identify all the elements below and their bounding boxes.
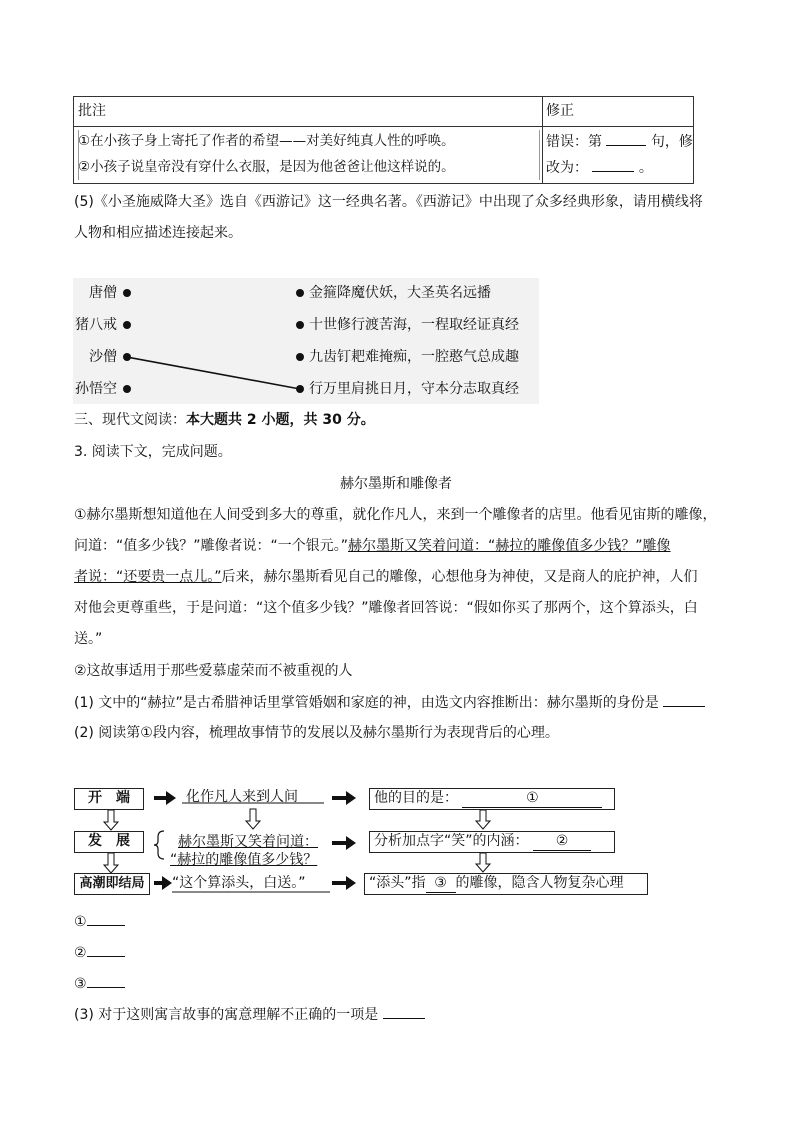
answer-1: ① (74, 911, 125, 932)
passage-p1-line-2: 问道：“值多少钱？”雕像者说：“一个银元。”赫尔墨斯又笑着问道：“赫拉的雕像值多少钱？”雕像 (74, 538, 671, 554)
arrow-right-3b (332, 876, 356, 890)
annotation-item-1: ①在小孩子身上寄托了作者的希望——对美好纯真人性的呼唤。 (78, 133, 455, 149)
passage-p1-line-1: ①赫尔墨斯想知道他在人间受到多大的尊重，就化作凡人，来到一个雕像者的店里。他看见宙斯的雕像， (74, 507, 717, 523)
plot-flow-diagram (74, 785, 654, 897)
passage-p1-line-4: 对他会更尊重些，于是问道：“这个值多少钱？”雕像者回答说：“假如你买了那两个，这个算添头，白 (74, 600, 698, 616)
underlined-question: 赫尔墨斯又笑着问道：“赫拉的雕像值多少钱？”雕像 (348, 538, 671, 554)
description-3: 九齿钉耙难掩痴，一腔憨气总成趣 (309, 349, 519, 365)
person-tangseng: 唐僧 (89, 285, 117, 301)
event-disguise: 化作凡人来到人间 (186, 789, 298, 805)
question-3-prompt: 3. 阅读下文，完成问题。 (74, 444, 232, 460)
person-shaseng: 沙僧 (89, 349, 117, 365)
answer-1-blank[interactable] (87, 911, 125, 926)
event-question-line-2: “赫拉的雕像值多少钱？ (170, 852, 318, 868)
arrow-down-left-2 (104, 853, 118, 873)
table-divider (74, 126, 693, 127)
table-header-correction: 修正 (546, 103, 574, 119)
stage-climax: 高潮即结局 (74, 873, 150, 895)
dot-desc-2 (296, 321, 304, 329)
question-5-line-2: 人物和相应描述连接起来。 (74, 225, 242, 241)
arrow-down-left-1 (104, 810, 118, 830)
answer-2-blank[interactable] (87, 942, 125, 957)
arrow-right-1a (154, 791, 176, 805)
dot-tangseng (123, 289, 131, 297)
answer-3-blank[interactable] (87, 973, 125, 988)
event-freebie: “这个算添头，白送。” (172, 875, 306, 891)
revision-blank[interactable] (592, 157, 634, 172)
brace (154, 831, 164, 859)
dot-zhubajie (123, 321, 131, 329)
correction-sentence-number: 错误：第 句，修 (546, 131, 693, 152)
person-sunwukong: 孙悟空 (75, 381, 117, 397)
result-freebie-meaning: “添头”指 ③ 的雕像，隐含人物复杂心理 (364, 873, 648, 895)
correction-revision: 改为： 。 (546, 157, 653, 178)
person-zhubajie: 猪八戒 (75, 317, 117, 333)
subquestion-2: (2) 阅读第①段内容，梳理故事情节的发展以及赫尔墨斯行为表现背后的心理。 (74, 725, 559, 741)
stage-development: 发 展 (74, 831, 144, 853)
question-5-line-1: (5)《小圣施威降大圣》选自《西游记》这一经典名著。《西游记》中出现了众多经典形象，请用横线将 (74, 194, 703, 210)
identity-answer-blank[interactable] (663, 692, 705, 707)
dot-desc-3 (296, 353, 304, 361)
arrow-down-right-2 (476, 853, 490, 872)
subquestion-3: (3) 对于这则寓言故事的寓意理解不正确的一项是 (74, 1004, 425, 1025)
event-question-line-1: 赫尔墨斯又笑着问道： (178, 834, 318, 850)
purpose-blank-1[interactable]: ① (462, 789, 602, 808)
passage-p2: ②这故事适用于那些爱慕虚荣而不被重视的人 (74, 663, 353, 679)
section-3-heading: 三、现代文阅读：本大题共 2 小题，共 30 分。 (74, 412, 375, 428)
arrow-right-1b (332, 791, 356, 805)
underlined-answer: 者说：“还要贵一点儿。” (74, 569, 222, 585)
description-2: 十世修行渡苦海，一程取经证真经 (309, 317, 519, 333)
passage-p1-line-3: 者说：“还要贵一点儿。”后来，赫尔墨斯看见自己的雕像，心想他身为神使，又是商人的庇护神，人们 (74, 569, 698, 585)
annotation-table (73, 96, 694, 184)
arrow-right-3a (154, 876, 172, 890)
result-purpose: 他的目的是： ① (369, 788, 615, 810)
arrow-down-mid (246, 809, 260, 829)
dot-desc-1 (296, 289, 304, 297)
passage-title: 赫尔墨斯和雕像者 (340, 476, 452, 492)
matching-figure (73, 278, 539, 404)
result-smile-meaning: 分析加点字“笑”的内涵： ② (369, 831, 615, 853)
smile-blank-2[interactable]: ② (533, 832, 591, 851)
table-header-annotation: 批注 (78, 103, 106, 119)
answer-2: ② (74, 942, 125, 963)
arrow-right-2 (332, 836, 356, 850)
passage-p1-line-5: 送。” (74, 631, 103, 647)
connection-line (127, 357, 300, 389)
description-1: 金箍降魔伏妖，大圣英名远播 (309, 285, 491, 301)
freebie-blank-3[interactable]: ③ (426, 874, 456, 893)
description-4: 行万里肩挑日月，守本分志取真经 (309, 381, 519, 397)
sentence-number-blank[interactable] (606, 131, 646, 146)
subquestion-3-blank[interactable] (383, 1004, 425, 1019)
table-column-divider (542, 97, 543, 183)
subquestion-1: (1) 文中的“赫拉”是古希腊神话里掌管婚姻和家庭的神，由选文内容推断出：赫尔墨斯的身份是 (74, 692, 705, 713)
annotation-item-2: ②小孩子说皇帝没有穿什么衣服，是因为他爸爸让他这样说的。 (78, 159, 455, 175)
stage-beginning: 开 端 (74, 788, 144, 810)
dot-sunwukong (123, 385, 131, 393)
answer-3: ③ (74, 973, 125, 994)
arrow-down-right-1 (476, 810, 490, 829)
